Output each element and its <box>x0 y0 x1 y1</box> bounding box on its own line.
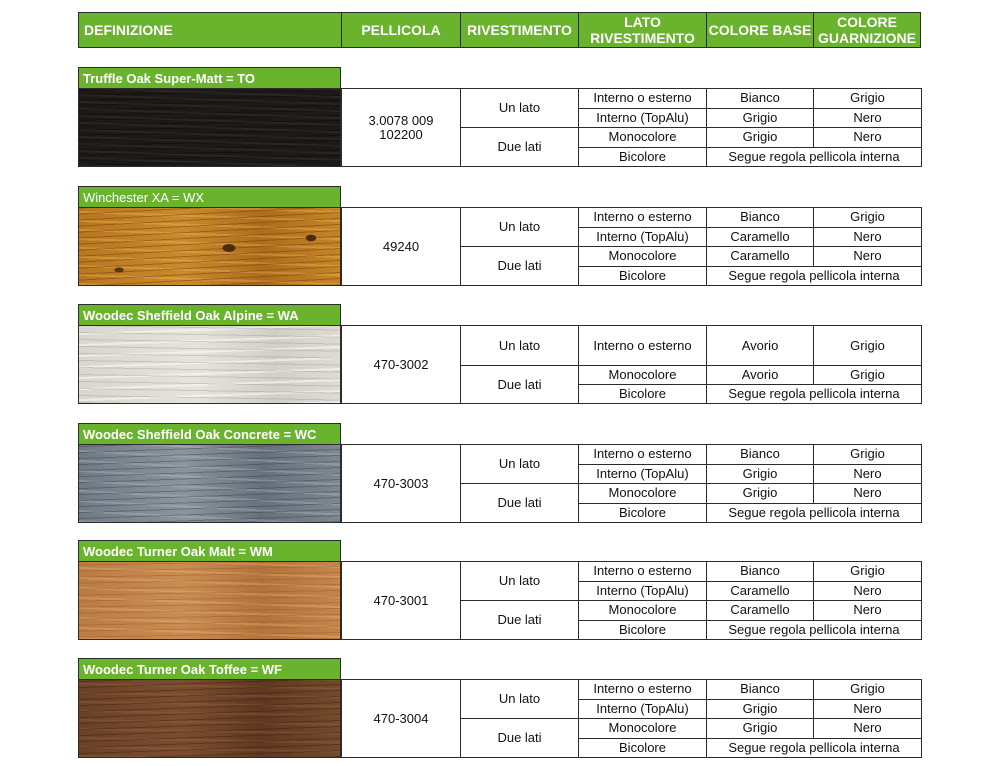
rivestimento-un-lato: Un lato <box>461 445 579 484</box>
spec-grid <box>341 444 921 523</box>
lato-int-est: Interno o esterno <box>579 326 707 366</box>
segue-regola: Segue regola pellicola interna <box>707 385 922 404</box>
rivestimento-due-lati: Due lati <box>461 128 579 167</box>
lato-int-topalu: Interno (TopAlu) <box>579 581 707 601</box>
pellicola-code: 470-3004 <box>342 680 461 758</box>
segue-regola: Segue regola pellicola interna <box>707 266 922 286</box>
spec-grid <box>341 325 921 404</box>
lato-bicolore: Bicolore <box>579 738 707 758</box>
segue-regola: Segue regola pellicola interna <box>707 503 922 523</box>
colore-guarnizione: Nero <box>814 719 922 739</box>
lato-int-est: Interno o esterno <box>579 89 707 109</box>
lato-bicolore: Bicolore <box>579 503 707 523</box>
lato-int-topalu: Interno (TopAlu) <box>579 464 707 484</box>
colore-guarnizione: Nero <box>814 581 922 601</box>
colore-base: Bianco <box>707 208 814 228</box>
colore-base: Avorio <box>707 326 814 366</box>
colore-base: Avorio <box>707 366 814 385</box>
segue-regola: Segue regola pellicola interna <box>707 147 922 167</box>
wood-swatch-turner-malt <box>78 561 341 640</box>
wood-swatch-truffle-oak <box>78 88 341 167</box>
section-title: Winchester XA = WX <box>78 186 341 207</box>
rivestimento-due-lati: Due lati <box>461 247 579 286</box>
table-header <box>78 12 921 48</box>
rivestimento-un-lato: Un lato <box>461 208 579 247</box>
colore-guarnizione: Grigio <box>814 208 922 228</box>
colore-base: Caramello <box>707 581 814 601</box>
section-sheffield-alpine <box>78 304 921 404</box>
lato-monocolore: Monocolore <box>579 484 707 504</box>
rivestimento-un-lato: Un lato <box>461 326 579 366</box>
rivestimento-due-lati: Due lati <box>461 719 579 758</box>
colore-base: Bianco <box>707 445 814 465</box>
section-title: Truffle Oak Super-Matt = TO <box>78 67 341 88</box>
colore-base: Caramello <box>707 227 814 247</box>
section-title: Woodec Sheffield Oak Concrete = WC <box>78 423 341 444</box>
colore-guarnizione: Nero <box>814 464 922 484</box>
spec-grid <box>341 207 921 286</box>
wood-swatch-sheffield-concrete <box>78 444 341 523</box>
colore-base: Grigio <box>707 128 814 148</box>
colore-guarnizione: Grigio <box>814 89 922 109</box>
colore-guarnizione: Nero <box>814 699 922 719</box>
lato-monocolore: Monocolore <box>579 247 707 267</box>
lato-monocolore: Monocolore <box>579 719 707 739</box>
wood-swatch-sheffield-alpine <box>78 325 341 404</box>
section-title: Woodec Sheffield Oak Alpine = WA <box>78 304 341 325</box>
colore-base: Bianco <box>707 89 814 109</box>
spec-grid <box>341 88 921 167</box>
lato-monocolore: Monocolore <box>579 601 707 621</box>
header-colore-base: COLORE BASE <box>707 13 814 47</box>
colore-guarnizione: Grigio <box>814 562 922 582</box>
header-lato-rivestimento: LATO RIVESTIMENTO <box>579 13 707 47</box>
rivestimento-un-lato: Un lato <box>461 680 579 719</box>
lato-int-est: Interno o esterno <box>579 562 707 582</box>
section-turner-malt <box>78 540 921 640</box>
wood-swatch-turner-toffee <box>78 679 341 758</box>
section-turner-toffee <box>78 658 921 758</box>
header-definizione: DEFINIZIONE <box>79 13 342 47</box>
section-title: Woodec Turner Oak Toffee = WF <box>78 658 341 679</box>
rivestimento-due-lati: Due lati <box>461 601 579 640</box>
colore-base: Bianco <box>707 562 814 582</box>
colore-guarnizione: Nero <box>814 247 922 267</box>
header-rivestimento: RIVESTIMENTO <box>461 13 579 47</box>
lato-bicolore: Bicolore <box>579 266 707 286</box>
lato-bicolore: Bicolore <box>579 620 707 640</box>
colore-base: Grigio <box>707 108 814 128</box>
rivestimento-un-lato: Un lato <box>461 562 579 601</box>
segue-regola: Segue regola pellicola interna <box>707 620 922 640</box>
pellicola-code: 470-3003 <box>342 445 461 523</box>
spec-grid <box>341 561 921 640</box>
colore-guarnizione: Nero <box>814 601 922 621</box>
colore-guarnizione: Grigio <box>814 366 922 385</box>
colore-base: Grigio <box>707 699 814 719</box>
pellicola-code: 49240 <box>342 208 461 286</box>
lato-int-topalu: Interno (TopAlu) <box>579 227 707 247</box>
lato-int-topalu: Interno (TopAlu) <box>579 108 707 128</box>
colore-base: Caramello <box>707 601 814 621</box>
header-colore-guarnizione: COLORE GUARNIZIONE <box>814 13 920 47</box>
lato-int-est: Interno o esterno <box>579 208 707 228</box>
colore-base: Bianco <box>707 680 814 700</box>
rivestimento-due-lati: Due lati <box>461 366 579 404</box>
colore-base: Grigio <box>707 719 814 739</box>
colore-guarnizione: Nero <box>814 227 922 247</box>
rivestimento-un-lato: Un lato <box>461 89 579 128</box>
colore-guarnizione: Nero <box>814 484 922 504</box>
colore-guarnizione: Grigio <box>814 445 922 465</box>
lato-int-est: Interno o esterno <box>579 445 707 465</box>
colore-guarnizione: Grigio <box>814 326 922 366</box>
section-sheffield-concrete <box>78 423 921 523</box>
colore-guarnizione: Grigio <box>814 680 922 700</box>
lato-monocolore: Monocolore <box>579 128 707 148</box>
lato-bicolore: Bicolore <box>579 385 707 404</box>
rivestimento-due-lati: Due lati <box>461 484 579 523</box>
colore-guarnizione: Nero <box>814 108 922 128</box>
wood-swatch-winchester <box>78 207 341 286</box>
section-title: Woodec Turner Oak Malt = WM <box>78 540 341 561</box>
colore-guarnizione: Nero <box>814 128 922 148</box>
pellicola-code: 470-3001 <box>342 562 461 640</box>
lato-bicolore: Bicolore <box>579 147 707 167</box>
colore-base: Caramello <box>707 247 814 267</box>
lato-monocolore: Monocolore <box>579 366 707 385</box>
colore-base: Grigio <box>707 484 814 504</box>
lato-int-est: Interno o esterno <box>579 680 707 700</box>
lato-int-topalu: Interno (TopAlu) <box>579 699 707 719</box>
colore-base: Grigio <box>707 464 814 484</box>
section-winchester <box>78 186 921 286</box>
pellicola-code: 470-3002 <box>342 326 461 404</box>
segue-regola: Segue regola pellicola interna <box>707 738 922 758</box>
spec-grid <box>341 679 921 758</box>
section-truffle-oak <box>78 67 921 167</box>
pellicola-code: 3.0078 009 102200 <box>342 89 461 167</box>
header-pellicola: PELLICOLA <box>342 13 461 47</box>
